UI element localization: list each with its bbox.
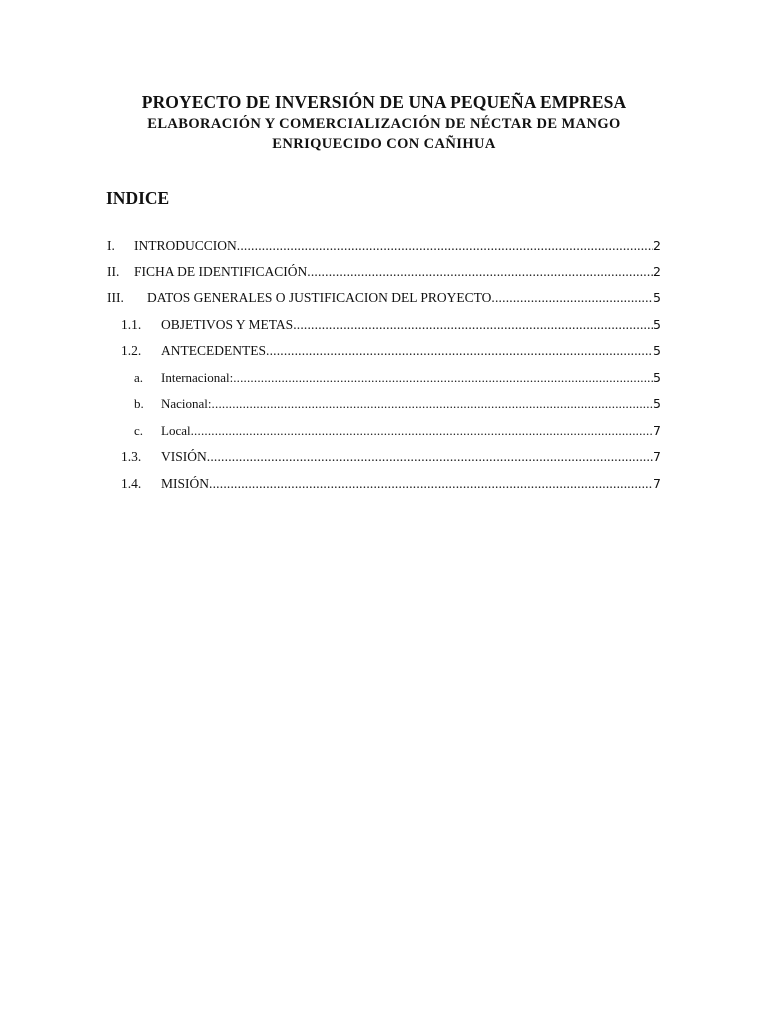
document-title: PROYECTO DE INVERSIÓN DE UNA PEQUEÑA EMPRESA [141,92,627,112]
index-heading: INDICE [106,188,170,208]
toc-dot-leader [237,238,653,254]
toc-entry-number: 1.1. [121,317,142,332]
toc-entry-number: III. [107,290,124,305]
toc-entry-label: Internacional: [161,370,234,385]
toc-entry-label: Nacional: [161,396,212,411]
toc-entry-local[interactable] [134,423,661,441]
toc-entry-datos-generales[interactable] [107,290,661,308]
toc-entry-page: 5 [653,343,661,358]
toc-dot-leader [491,290,653,306]
toc-entry-mision[interactable] [121,476,661,494]
toc-entry-vision[interactable] [121,449,661,467]
toc-entry-internacional[interactable] [134,370,661,388]
toc-entry-page: 5 [653,396,661,411]
toc-entry-antecedentes[interactable] [121,343,661,361]
document-subtitle-line-2: ENRIQUECIDO CON CAÑIHUA [272,136,496,152]
toc-entry-page: 7 [653,423,661,438]
toc-entry-page: 7 [653,476,661,491]
toc-dot-leader [233,370,653,386]
toc-entry-label: MISIÓN [161,476,210,491]
toc-entry-label: OBJETIVOS Y METAS [161,317,294,332]
toc-dot-leader [307,264,653,280]
toc-entry-nacional[interactable] [134,396,661,414]
toc-entry-number: b. [134,396,144,411]
toc-entry-objetivos-metas[interactable] [121,317,661,335]
toc-dot-leader [191,423,653,439]
toc-entry-page: 2 [653,264,661,279]
toc-entry-page: 5 [653,317,661,332]
toc-entry-number: II. [107,264,120,279]
toc-dot-leader [209,476,653,492]
toc-entry-page: 7 [653,449,661,464]
toc-dot-leader [293,317,653,333]
toc-entry-page: 2 [653,238,661,253]
toc-entry-introduccion[interactable] [107,238,661,256]
toc-entry-number: 1.2. [121,343,142,358]
toc-entry-number: 1.4. [121,476,142,491]
toc-dot-leader [207,449,653,465]
toc-entry-label: INTRODUCCION [134,238,237,253]
toc-entry-label: DATOS GENERALES O JUSTIFICACION DEL PROYECTO [147,290,492,305]
toc-entry-label: Local [161,423,191,438]
toc-dot-leader [266,343,653,359]
toc-entry-page: 5 [653,290,661,305]
toc-entry-number: a. [134,370,144,385]
toc-entry-label: VISIÓN [161,449,207,464]
toc-entry-number: c. [134,423,144,438]
toc-entry-number: 1.3. [121,449,142,464]
toc-entry-label: FICHA DE IDENTIFICACIÓN [134,264,308,279]
toc-entry-number: I. [107,238,115,253]
toc-entry-label: ANTECEDENTES [161,343,266,358]
toc-entry-page: 5 [653,370,661,385]
document-subtitle-line-1: ELABORACIÓN Y COMERCIALIZACIÓN DE NÉCTAR DE MANGO [147,116,621,132]
toc-entry-ficha-identificacion[interactable] [107,264,661,282]
toc-dot-leader [212,396,654,412]
